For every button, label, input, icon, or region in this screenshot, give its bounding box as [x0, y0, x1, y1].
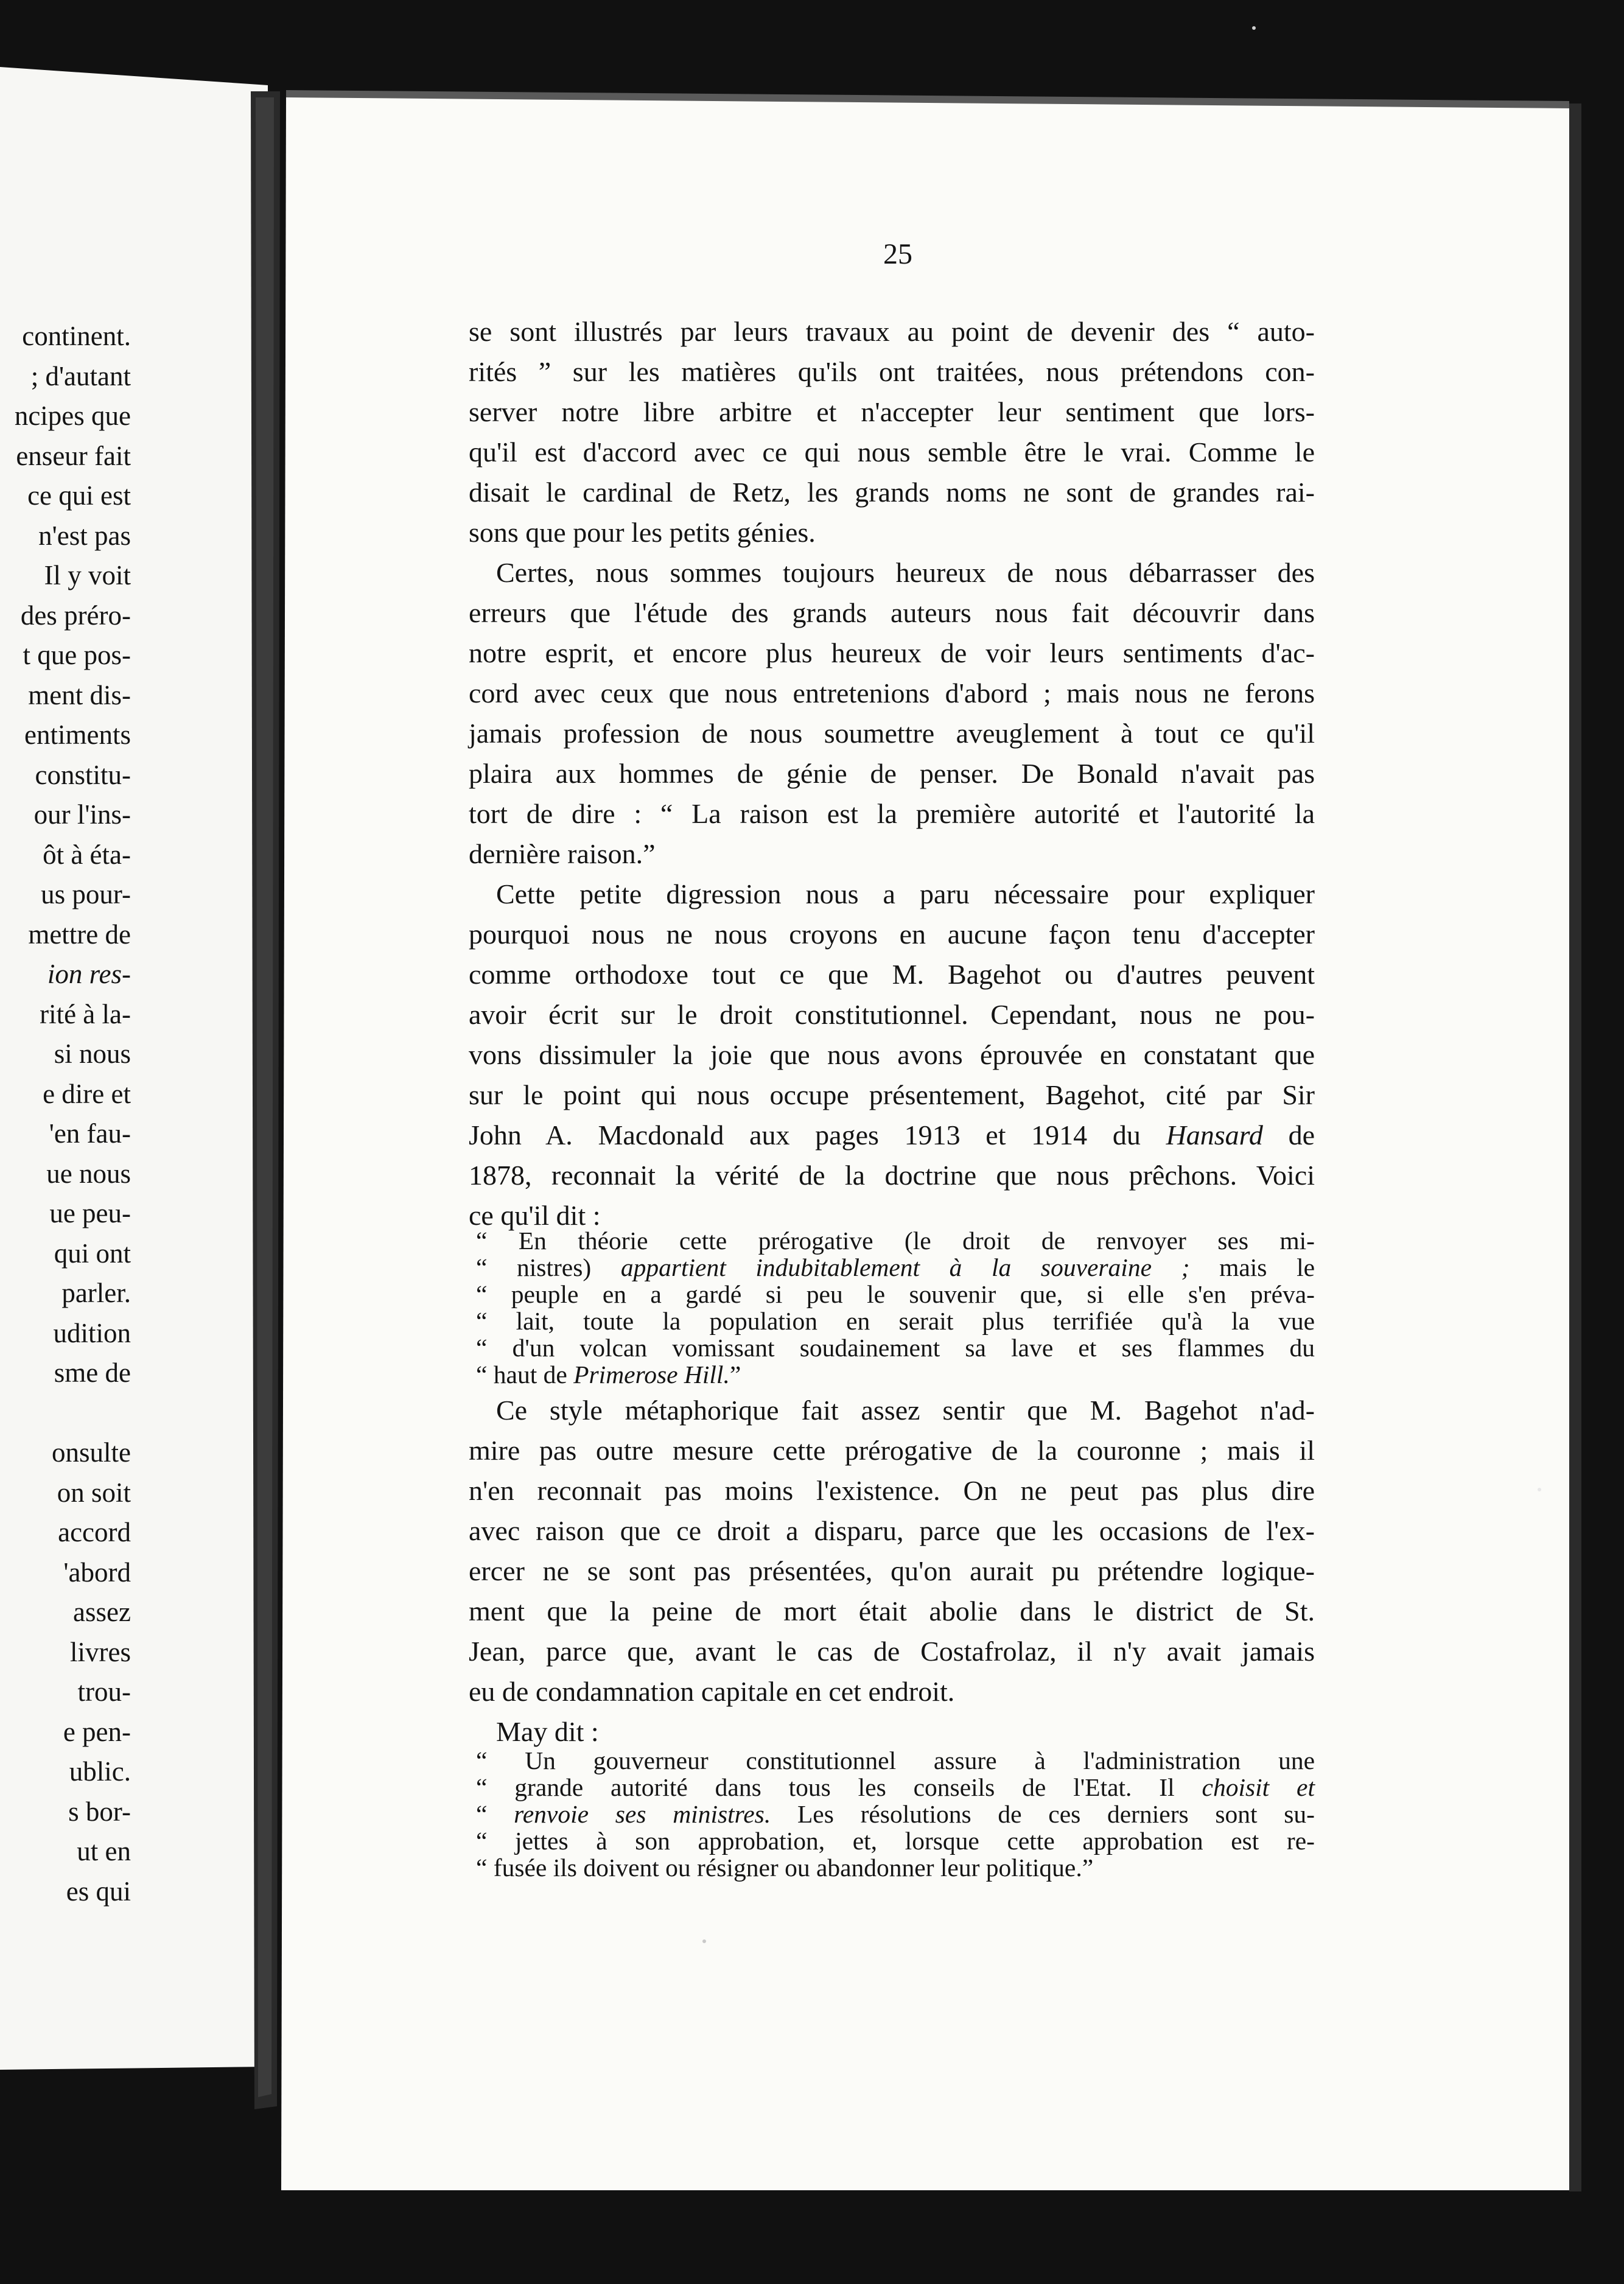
- paragraph-4-line: Ce style métaphorique fait assez sentir que M. Bagehot n'ad-: [496, 1395, 1315, 1426]
- left-line: es qui: [66, 1876, 131, 1907]
- paragraph-2-line: dernière raison.”: [469, 838, 656, 869]
- paragraph-2-line: plaira aux hommes de génie de penser. De Bonald n'avait pas: [469, 758, 1315, 789]
- paragraph-3-line: comme orthodoxe tout ce que M. Bagehot ou d'autres peuvent: [469, 959, 1315, 990]
- quote-emphasis: appartient indubitablement à la souveraine ;: [620, 1253, 1190, 1281]
- quote-text: mais le: [1219, 1253, 1315, 1281]
- left-line: si nous: [54, 1039, 131, 1069]
- left-line: accord: [58, 1517, 131, 1547]
- paragraph-3-line: avoir écrit sur le droit constitutionnel. Cependant, nous ne pou-: [469, 999, 1315, 1030]
- paragraph-2-line: jamais profession de nous soumettre aveuglement à tout ce qu'il: [469, 718, 1315, 749]
- paragraph-3-line: sur le point qui nous occupe présentement, Bagehot, cité par Sir: [469, 1079, 1315, 1110]
- left-line: assez: [73, 1597, 131, 1627]
- may-quote-line: [476, 1801, 1315, 1827]
- paragraph-1-line: rités ” sur les matières qu'ils ont traitées, nous prétendons con-: [469, 356, 1315, 387]
- left-line: 'abord: [63, 1557, 131, 1588]
- paragraph-4-line: eu de condamnation capitale en cet endroit.: [469, 1676, 955, 1707]
- quote-text: ”: [729, 1361, 741, 1389]
- left-line: trou-: [77, 1676, 131, 1707]
- quote-emphasis: choisit et: [1202, 1773, 1315, 1801]
- paragraph-2-line: cord avec ceux que nous entretenions d'abord ; mais nous ne ferons: [469, 678, 1315, 709]
- paragraph-3-line: 1878, reconnait la vérité de la doctrine que nous prêchons. Voici: [469, 1160, 1315, 1191]
- quote-text: Les résolutions de ces derniers sont su-: [797, 1800, 1315, 1828]
- may-quote-line: “ fusée ils doivent ou résigner ou abandonner leur politique.”: [476, 1854, 1094, 1882]
- page-number: 25: [883, 238, 912, 270]
- paragraph-2-line: erreurs que l'étude des grands auteurs nous fait découvrir dans: [469, 597, 1315, 628]
- bagehot-quote-line: “ peuple en a gardé si peu le souvenir que, si elle s'en préva-: [476, 1280, 1315, 1308]
- left-line: des préro-: [20, 600, 131, 631]
- paragraph-3-text: de: [1288, 1119, 1315, 1151]
- paragraph-1-line: server notre libre arbitre et n'accepter leur sentiment que lors-: [469, 396, 1315, 427]
- left-page-text: [0, 317, 131, 1911]
- left-line: ce qui est: [27, 480, 131, 511]
- left-line: t que pos-: [23, 640, 131, 670]
- left-line: ; d'autant: [30, 360, 131, 391]
- paragraph-3-line: Cette petite digression nous a paru nécessaire pour expliquer: [496, 878, 1315, 909]
- left-line: ue nous: [46, 1158, 131, 1189]
- quote-emphasis: renvoie ses ministres.: [514, 1800, 771, 1828]
- paragraph-4-line: avec raison que ce droit a disparu, parce que les occasions de l'ex-: [469, 1515, 1315, 1546]
- left-line: on soit: [57, 1477, 131, 1508]
- paragraph-1-line: se sont illustrés par leurs travaux au point de devenir des “ auto-: [469, 316, 1315, 347]
- left-line: ment dis-: [28, 679, 131, 710]
- left-line: n'est pas: [38, 520, 131, 551]
- paragraph-3-line: pourquoi nous ne nous croyons en aucune façon tenu d'accepter: [469, 919, 1315, 950]
- quote-text: “: [476, 1800, 488, 1828]
- left-line: ue peu-: [49, 1198, 131, 1228]
- paragraph-3-line: vons dissimuler la joie que nous avons éprouvée en constatant que: [469, 1039, 1315, 1070]
- left-line: s bor-: [68, 1796, 131, 1827]
- left-line: our l'ins-: [33, 799, 131, 830]
- left-line: [0, 1393, 131, 1434]
- left-line: enseur fait: [16, 440, 131, 471]
- left-line: ut en: [77, 1836, 131, 1866]
- left-line: ublic.: [69, 1756, 131, 1787]
- may-quote-line: “ Un gouverneur constitutionnel assure à l'administration une: [476, 1746, 1315, 1774]
- paragraph-2-line: Certes, nous sommes toujours heureux de nous débarrasser des: [496, 557, 1315, 588]
- left-line: entiments: [24, 720, 131, 750]
- paragraph-3-line: ce qu'il dit :: [469, 1200, 601, 1231]
- left-line: ncipes que: [14, 401, 131, 431]
- left-line: us pour-: [41, 879, 131, 909]
- bagehot-quote-line: “ En théorie cette prérogative (le droit de renvoyer ses mi-: [476, 1227, 1315, 1255]
- left-line: Il y voit: [44, 560, 131, 590]
- quote-emphasis: Primerose Hill.: [573, 1361, 730, 1389]
- left-line: rité à la-: [40, 998, 131, 1029]
- left-line: 'en fau-: [49, 1118, 131, 1149]
- left-line: e pen-: [63, 1716, 131, 1747]
- left-line: onsulte: [52, 1437, 131, 1468]
- may-quote-line: “ jettes à son approbation, et, lorsque cette approbation est re-: [476, 1827, 1315, 1855]
- paragraph-1-line: qu'il est d'accord avec ce qui nous semble être le vrai. Comme le: [469, 436, 1315, 468]
- quote-text: “ haut de: [476, 1361, 567, 1389]
- paragraph-3-line: [469, 1115, 1315, 1155]
- may-quote-line: [476, 1774, 1315, 1801]
- left-line: qui ont: [54, 1238, 131, 1269]
- left-line: mettre de: [28, 919, 131, 950]
- paragraph-1-line: disait le cardinal de Retz, les grands noms ne sont de grandes rai-: [469, 477, 1315, 508]
- quote-text: “ grande autorité dans tous les conseils de l'Etat. Il: [476, 1773, 1175, 1801]
- paragraph-4-line: ercer ne se sont pas présentées, qu'on aurait pu prétendre logique-: [469, 1555, 1315, 1586]
- paragraph-3-text: John A. Macdonald aux pages 1913 et 1914 du: [469, 1119, 1141, 1151]
- paragraph-1-line: sons que pour les petits génies.: [469, 517, 816, 548]
- bagehot-quote-line: “ d'un volcan vomissant soudainement sa lave et ses flammes du: [476, 1334, 1315, 1362]
- bagehot-quote-line: [476, 1254, 1315, 1281]
- left-line: constitu-: [35, 759, 131, 790]
- left-line: ôt à éta-: [43, 839, 131, 870]
- left-line: parler.: [61, 1278, 131, 1308]
- hansard-title: Hansard: [1166, 1119, 1263, 1151]
- left-line: continent.: [22, 321, 131, 351]
- paragraph-2-line: tort de dire : “ La raison est la première autorité et l'autorité la: [469, 798, 1315, 829]
- paragraph-4-line: mire pas outre mesure cette prérogative de la couronne ; mais il: [469, 1435, 1315, 1466]
- paragraph-4-line: n'en reconnait pas moins l'existence. On ne peut pas plus dire: [469, 1475, 1315, 1506]
- paragraph-2-line: notre esprit, et encore plus heureux de voir leurs sentiments d'ac-: [469, 637, 1315, 668]
- quote-text: “ nistres): [476, 1253, 592, 1281]
- left-line: e dire et: [43, 1078, 131, 1109]
- bagehot-quote-line: [476, 1361, 1315, 1388]
- left-line: ion res-: [47, 959, 131, 989]
- bagehot-quote-line: “ lait, toute la population en serait plus terrifiée qu'à la vue: [476, 1307, 1315, 1335]
- left-line: livres: [70, 1636, 131, 1667]
- left-line: udition: [53, 1317, 131, 1348]
- paragraph-4-line: ment que la peine de mort était abolie dans le district de St.: [469, 1596, 1315, 1627]
- paragraph-4-line: Jean, parce que, avant le cas de Costafrolaz, il n'y avait jamais: [469, 1636, 1315, 1667]
- paragraph-5-line: May dit :: [496, 1716, 599, 1747]
- left-line: sme de: [54, 1357, 131, 1388]
